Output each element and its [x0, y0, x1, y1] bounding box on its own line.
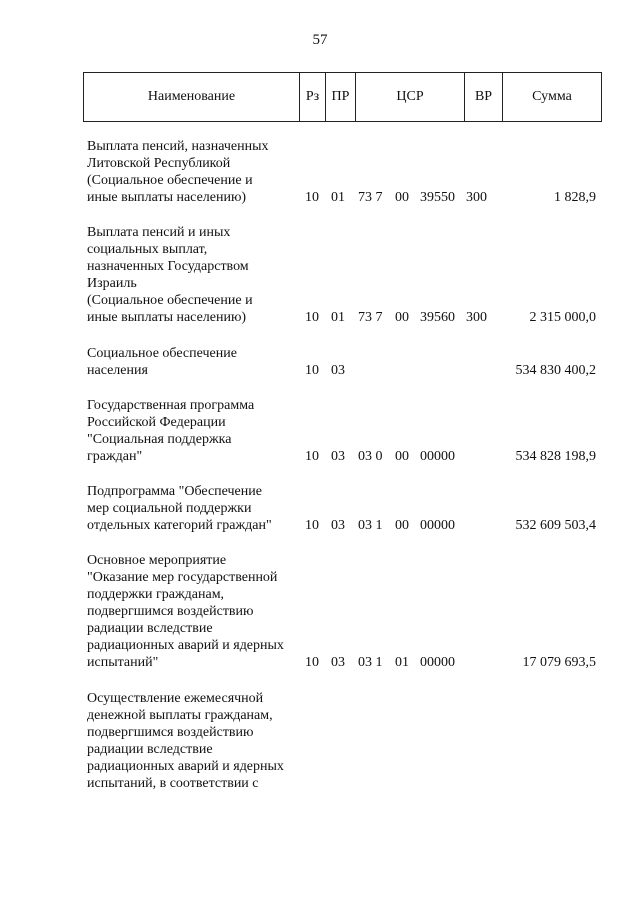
- header-name: Наименование: [147, 89, 236, 104]
- row-csr-program: 03 0: [358, 449, 383, 464]
- row-vr: 300: [466, 310, 487, 325]
- row-csr-direction: 00000: [420, 655, 455, 670]
- row-name: Социальное обеспечение населения: [87, 346, 237, 378]
- row-rz: 10: [305, 363, 319, 378]
- row-rz: 10: [305, 310, 319, 325]
- header-csr: ЦСР: [396, 89, 424, 104]
- row-name: Основное мероприятие "Оказание мер государственной поддержки гражданам, подвергшимся воздействию радиации вследствие радиационных аварий и ядерных испытаний": [87, 553, 284, 670]
- row-pr: 03: [331, 449, 345, 464]
- row-csr-subprogram: 00: [395, 518, 409, 533]
- header-rz: Рз: [305, 89, 320, 104]
- row-sum: 2 315 000,0: [529, 310, 596, 325]
- row-sum: 534 828 198,9: [515, 449, 596, 464]
- row-csr-subprogram: 00: [395, 449, 409, 464]
- table-row: [0, 224, 640, 326]
- header-vr: ВР: [474, 89, 493, 104]
- row-pr: 03: [331, 655, 345, 670]
- row-name: Выплата пенсий и иных социальных выплат, назначенных Государством Израиль (Социальное обеспечение и иные выплаты населению): [87, 225, 253, 325]
- row-name: Подпрограмма "Обеспечение мер социальной поддержки отдельных категорий граждан": [87, 484, 272, 533]
- row-rz: 10: [305, 655, 319, 670]
- page-number: 57: [312, 32, 328, 48]
- row-csr-direction: 00000: [420, 518, 455, 533]
- row-name: Выплата пенсий, назначенных Литовской Республикой (Социальное обеспечение и иные выплаты населению): [87, 139, 269, 205]
- row-csr-program: 03 1: [358, 518, 383, 533]
- row-pr: 01: [331, 310, 345, 325]
- table-header: [83, 72, 602, 122]
- row-sum: 17 079 693,5: [522, 655, 596, 670]
- row-vr: 300: [466, 190, 487, 205]
- row-csr-direction: 39560: [420, 310, 455, 325]
- table-row: [0, 552, 640, 671]
- row-sum: 534 830 400,2: [515, 363, 596, 378]
- table-row: [0, 138, 640, 206]
- row-name: Государственная программа Российской Федерации "Социальная поддержка граждан": [87, 398, 255, 464]
- row-sum: 1 828,9: [554, 190, 596, 205]
- table-row: [0, 690, 640, 792]
- header-pr: ПР: [331, 89, 350, 104]
- row-rz: 10: [305, 518, 319, 533]
- table-row: [0, 397, 640, 465]
- row-csr-program: 73 7: [358, 190, 383, 205]
- row-csr-program: 03 1: [358, 655, 383, 670]
- row-pr: 01: [331, 190, 345, 205]
- row-csr-subprogram: 00: [395, 310, 409, 325]
- table-row: [0, 483, 640, 534]
- row-pr: 03: [331, 363, 345, 378]
- row-csr-direction: 39550: [420, 190, 455, 205]
- header-sum: Сумма: [532, 89, 572, 104]
- row-rz: 10: [305, 190, 319, 205]
- row-rz: 10: [305, 449, 319, 464]
- row-csr-subprogram: 01: [395, 655, 409, 670]
- row-name: Осуществление ежемесячной денежной выплаты гражданам, подвергшимся воздействию радиации вследствие радиационных аварий и ядерных испытаний, в соответствии с: [87, 691, 284, 791]
- table-row: [0, 345, 640, 379]
- row-sum: 532 609 503,4: [515, 518, 596, 533]
- row-csr-program: 73 7: [358, 310, 383, 325]
- row-csr-subprogram: 00: [395, 190, 409, 205]
- row-pr: 03: [331, 518, 345, 533]
- row-csr-direction: 00000: [420, 449, 455, 464]
